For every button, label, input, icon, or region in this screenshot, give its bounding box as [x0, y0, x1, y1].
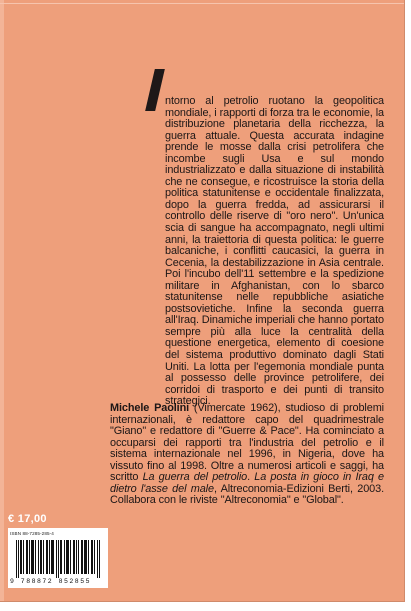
- book-title-2: La posta in gioco in Iraq e dietro l'asse del male: [110, 471, 384, 495]
- barcode: [8, 528, 108, 588]
- barcode-bars: [16, 540, 102, 578]
- author-bio: [110, 403, 384, 507]
- barcode-digits: 9 788872 852855: [10, 578, 92, 585]
- isbn-text: ISBN 88-7285-285-4: [10, 531, 54, 536]
- price-label: € 17,00: [8, 513, 47, 525]
- blurb-text: ntorno al petrolio ruotano la geopolitica mondiale, i rapporti di forza tra le economie, la distribuzione planetaria della ricchezza, la guerra attuale. Questa accurata indagine prende le mosse dalla crisi petrolifera che incombe sugli Usa e sul mondo industrializzato e dalla situazione di instabilità che ne consegue, e ricostruisce la storia della politica statunitense e occidentale finalizzata, dopo la guerra fredda, ad assicurarsi il controllo delle riserve di "oro nero". Un'unica scia di sangue ha accompagnato, negli ultimi anni, la traiettoria di questa politica: le guerre balcaniche, i conflitti caucasici, la guerra in Cecenia, la destabilizzazione in Asia centrale. Poi l'incubo dell'11 settembre e la spedizione militare in Afghanistan, con lo sbarco statunitense nelle repubbliche asiatiche postsovietiche. Infine la seconda guerra all'Iraq. Dinamiche imperiali che hanno portato sempre più alla luce la centralità della questione energetica, elemento di coesione del sistema produttivo dominato dagli Stati Uniti. La lotta per l'egemonia mondiale punta al possesso delle province petrolifere, dei corridoi di trasporto e dei punti di transito strategici.: [165, 95, 384, 408]
- cover-top-line: [0, 3, 404, 4]
- book-blurb: [165, 96, 384, 408]
- author-bio-text-1: (Vimercate 1962), studioso di problemi internazionali, è redattore capo del quadrimestrale "Giano" e redattore di "Guerre & Pace". Ha cominciato a occuparsi dei rapporti tra l'industria del petrolio e il sistema internazionale nel 1996, in Nigeria, dove ha vissuto fino al 1998. Oltre a numerosi articoli e saggi, ha scritto: [110, 402, 384, 484]
- cover-edge-strip: [0, 0, 4, 601]
- drop-cap-i: [145, 69, 165, 111]
- author-name: Michele Paolini: [110, 402, 190, 414]
- author-bio-text-2: .: [247, 471, 255, 484]
- author-bio-text-3: , Altreconomia-Edizioni Berti, 2003. Collabora con le riviste "Altreconomia" e "Global".: [110, 482, 384, 507]
- book-title-1: La guerra del petrolio: [142, 471, 248, 484]
